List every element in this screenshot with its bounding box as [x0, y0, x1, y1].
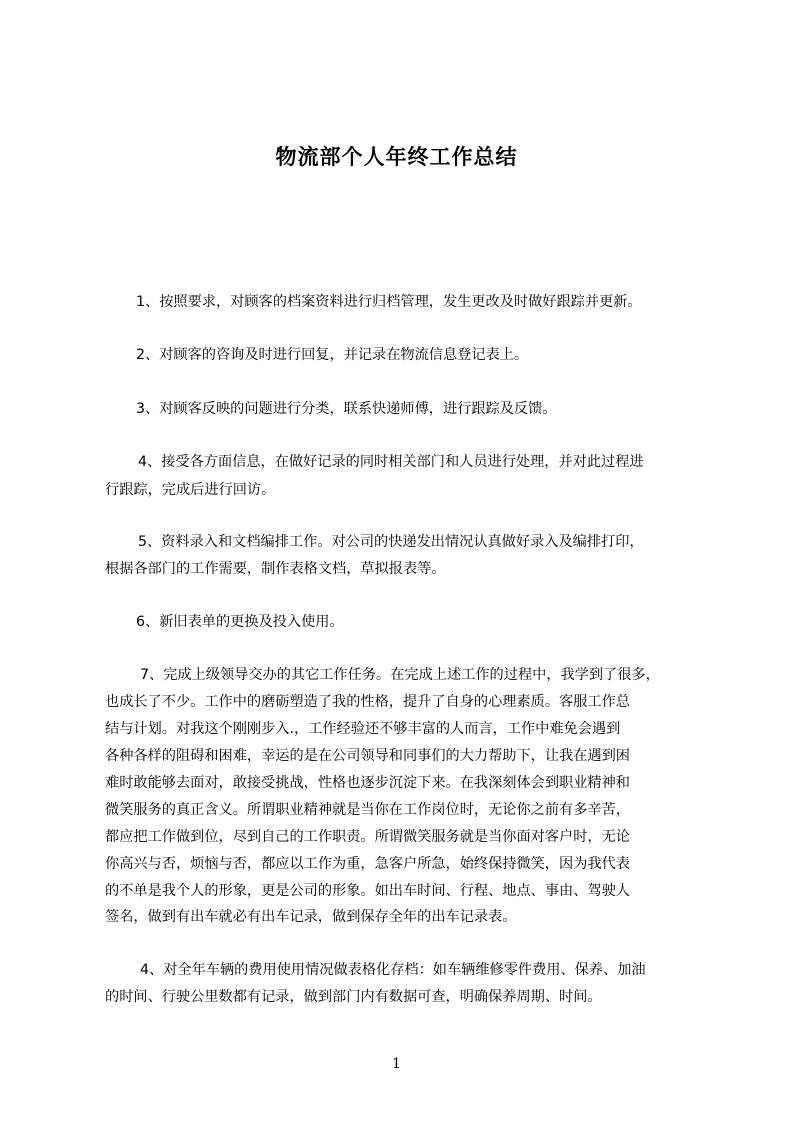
text-line: 根据各部门的工作需要，制作表格文档，草拟报表等。 — [105, 561, 446, 577]
text-line: 2、对顾客的咨询及时进行回复，并记录在物流信息登记表上。 — [136, 347, 529, 363]
text-line: 4、对全年车辆的费用使用情况做表格化存档：如车辆维修零件费用、保养、加油 — [140, 962, 646, 978]
text-line: 微笑服务的真正含义。所谓职业精神就是当你在工作岗位时，无论你之前有多辛苦， — [105, 802, 630, 818]
text-line: 难时敢能够去面对，敢接受挑战，性格也逐步沉淀下来。在我深刻体会到职业精神和 — [105, 775, 630, 791]
text-line: 都应把工作做到位，尽到自己的工作职责。所谓微笑服务就是当你面对客户时，无论 — [105, 829, 630, 845]
page-number: 1 — [392, 1056, 401, 1072]
text-line: 3、对顾客反映的问题进行分类，联系快递师傅，进行跟踪及反馈。 — [136, 401, 557, 417]
text-line: 7、完成上级领导交办的其它工作任务。在完成上述工作的过程中，我学到了很多， — [140, 667, 660, 683]
text-line: 6、新旧表单的更换及投入使用。 — [136, 614, 344, 630]
text-line: 签名，做到有出车就必有出车记录，做到保存全年的出车记录表。 — [105, 909, 517, 925]
text-line: 行跟踪，完成后进行回访。 — [105, 482, 276, 498]
text-line: 也成长了不少。工作中的磨砺塑造了我的性格，提升了自身的心理素质。客服工作总 — [105, 694, 630, 710]
text-line: 的时间、行驶公里数都有记录，做到部门内有数据可查，明确保养周期、时间。 — [105, 989, 602, 1005]
text-line: 5、资料录入和文档编排工作。对公司的快递发出情况认真做好录入及编排打印， — [138, 534, 644, 550]
page-title: 物流部个人年终工作总结 — [275, 145, 518, 169]
text-line: 1、按照要求，对顾客的档案资料进行归档管理，发生更改及时做好跟踪并更新。 — [136, 294, 642, 310]
text-line: 你高兴与否，烦恼与否，都应以工作为重，急客户所急，始终保持微笑，因为我代表 — [105, 856, 630, 872]
text-line: 结与计划。对我这个刚刚步入.，工作经验还不够丰富的人而言，工作中难免会遇到 — [105, 721, 621, 737]
text-line: 4、接受各方面信息，在做好记录的同时相关部门和人员进行处理，并对此过程进 — [138, 454, 644, 470]
text-line: 的不单是我个人的形象，更是公司的形象。如出车时间、行程、地点、事由、驾驶人 — [105, 883, 630, 899]
text-line: 各种各样的阻碍和困难，幸运的是在公司领导和同事们的大力帮助下，让我在遇到困 — [105, 748, 630, 764]
